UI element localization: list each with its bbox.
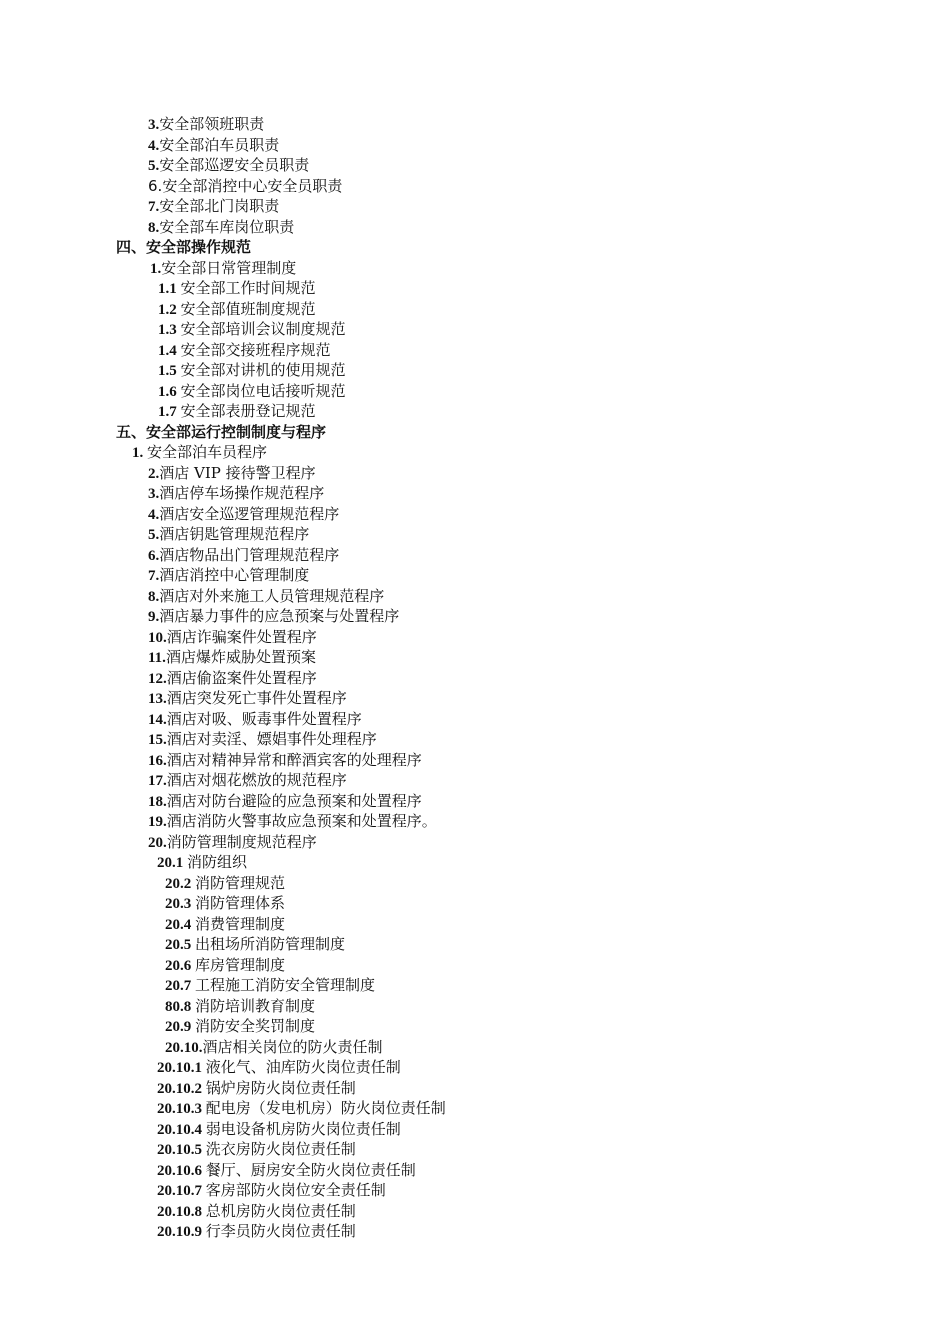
toc-entry-text: 库房管理制度 [195, 955, 286, 974]
toc-entry-text: 锅炉房防火岗位责任制 [205, 1078, 356, 1097]
toc-entry-text: 消防管理制度规范程序 [166, 832, 317, 851]
toc-entry [0, 996, 950, 1017]
toc-entry [0, 1057, 950, 1078]
toc-entry [0, 524, 950, 545]
toc-entry-number: 20.3 [165, 896, 195, 912]
toc-entry-text: 安全部值班制度规范 [180, 299, 316, 318]
toc-entry [0, 893, 950, 914]
toc-entry [0, 1016, 950, 1037]
toc-entry-number: 13. [148, 691, 167, 707]
toc-entry-number: 19. [148, 814, 167, 830]
toc-entry-number: 3. [148, 117, 160, 133]
toc-entry-number: 4. [148, 137, 160, 154]
toc-entry-number: 16. [148, 752, 167, 769]
toc-entry-number: 1.7 [158, 404, 181, 420]
toc-entry [0, 647, 950, 668]
toc-entry [0, 1139, 950, 1160]
toc-entry [0, 1201, 950, 1222]
toc-entry [0, 750, 950, 771]
toc-entry-number: 6. [148, 176, 163, 195]
toc-entry-number: 14. [148, 711, 167, 728]
toc-entry [0, 196, 950, 217]
toc-entry [0, 114, 950, 135]
toc-entry [0, 278, 950, 299]
toc-entry-text: 酒店对精神异常和醉酒宾客的处理程序 [166, 750, 422, 769]
toc-entry [0, 401, 950, 422]
toc-entry-text: 安全部巡逻安全员职责 [159, 156, 310, 174]
toc-entry-number: 12. [148, 670, 167, 687]
toc-entry-text: 消防培训教育制度 [195, 996, 316, 1015]
toc-entry-text: 安全部消控中心安全员职责 [162, 176, 343, 195]
toc-entry-text: 安全部北门岗职责 [159, 197, 280, 215]
toc-entry [0, 1119, 950, 1140]
toc-entry-number: 20.10. [165, 1039, 203, 1056]
toc-entry-number: 20.2 [165, 875, 195, 892]
toc-entry [0, 135, 950, 156]
section-heading-text: 五、安全部运行控制制度与程序 [116, 422, 327, 441]
toc-entry-number: 17. [148, 773, 167, 789]
toc-entry [0, 1037, 950, 1058]
toc-entry [0, 627, 950, 648]
toc-entry-text: 总机房防火岗位责任制 [205, 1201, 356, 1220]
toc-entry [0, 914, 950, 935]
toc-entry [0, 504, 950, 525]
toc-entry-text: 安全部表册登记规范 [180, 402, 316, 420]
toc-entry-text: 工程施工消防安全管理制度 [195, 976, 376, 994]
toc-entry-number: 20.9 [165, 1019, 195, 1035]
toc-entry-text: 酒店偷盗案件处置程序 [166, 668, 317, 687]
toc-entry [0, 1078, 950, 1099]
toc-entry-number: 20.1 [157, 855, 187, 871]
toc-entry-number: 3. [148, 486, 160, 502]
toc-entry [0, 299, 950, 320]
toc-entry-text: 液化气、油库防火岗位责任制 [205, 1058, 401, 1076]
toc-entry [0, 791, 950, 812]
toc-entry-number: 7. [148, 199, 160, 215]
toc-entry [0, 360, 950, 381]
toc-entry [0, 1098, 950, 1119]
toc-entry-text: 安全部车库岗位职责 [159, 217, 295, 236]
toc-entry [0, 1180, 950, 1201]
toc-entry [0, 688, 950, 709]
toc-entry-text: 酒店对防台避险的应急预案和处置程序 [166, 791, 422, 810]
toc-entry-number: 20.10.4 [157, 1121, 206, 1138]
toc-entry-number: 1. [132, 445, 147, 461]
toc-entry-number: 1.1 [158, 281, 181, 297]
toc-entry-number: 4. [148, 506, 160, 523]
toc-entry-text: 安全部对讲机的使用规范 [180, 361, 346, 379]
toc-entry-text: 酒店对外来施工人员管理规范程序 [159, 586, 385, 605]
toc-entry-number: 20.10.9 [157, 1224, 206, 1240]
toc-entry-number: 1.6 [158, 383, 181, 400]
toc-entry-text: 消防管理体系 [195, 894, 286, 912]
toc-entry-number: 1.3 [158, 322, 181, 338]
toc-entry-text: 洗衣房防火岗位责任制 [205, 1140, 356, 1158]
toc-entry-number: 8. [148, 588, 160, 605]
toc-entry-number: 20.10.2 [157, 1080, 206, 1097]
toc-entry-text: 客房部防火岗位安全责任制 [205, 1181, 386, 1199]
toc-entry-text: 配电房（发电机房）防火岗位责任制 [205, 1099, 446, 1117]
toc-entry [0, 873, 950, 894]
toc-entry [0, 832, 950, 853]
toc-entry-number: 15. [148, 732, 167, 748]
section-heading [0, 422, 950, 443]
toc-entry-number: 2. [148, 465, 160, 482]
toc-entry [0, 1221, 950, 1242]
toc-entry-text: 酒店对卖淫、嫖娼事件处理程序 [166, 730, 377, 748]
toc-entry-text: 弱电设备机房防火岗位责任制 [205, 1119, 401, 1138]
toc-entry-text: 酒店钥匙管理规范程序 [159, 525, 310, 543]
toc-entry-number: 11. [148, 650, 166, 666]
toc-entry-number: 20.4 [165, 916, 195, 933]
toc-entry-text: 酒店突发死亡事件处置程序 [166, 689, 347, 707]
toc-entry-text: 酒店消控中心管理制度 [159, 566, 310, 584]
toc-entry [0, 155, 950, 176]
toc-entry [0, 319, 950, 340]
toc-entry-text: 安全部领班职责 [159, 115, 265, 133]
toc-entry [0, 606, 950, 627]
toc-entry-number: 80.8 [165, 998, 195, 1015]
toc-entry-number: 5. [148, 158, 160, 174]
toc-entry-number: 1. [150, 260, 162, 277]
toc-entry-text: 消防组织 [187, 853, 248, 871]
toc-entry [0, 176, 950, 197]
toc-entry-number: 1.4 [158, 342, 181, 359]
toc-entry-text: 安全部工作时间规范 [180, 279, 316, 297]
toc-entry-number: 20.6 [165, 957, 195, 974]
table-of-contents [0, 114, 950, 1242]
toc-entry-number: 20.10.6 [157, 1162, 206, 1179]
toc-entry-text: 消防安全奖罚制度 [195, 1017, 316, 1035]
toc-entry [0, 709, 950, 730]
toc-entry-text: 行李员防火岗位责任制 [205, 1222, 356, 1240]
toc-entry-number: 20.10.3 [157, 1101, 206, 1117]
toc-entry-number: 20.5 [165, 937, 195, 953]
toc-entry-text: 安全部泊车员职责 [159, 135, 280, 154]
toc-entry-text: 安全部培训会议制度规范 [180, 320, 346, 338]
toc-entry [0, 975, 950, 996]
toc-entry-number: 20.10.8 [157, 1203, 206, 1220]
toc-entry-text: 酒店对烟花燃放的规范程序 [166, 771, 347, 789]
toc-entry [0, 729, 950, 750]
toc-entry [0, 463, 950, 484]
toc-entry-text: 酒店相关岗位的防火责任制 [202, 1037, 383, 1056]
toc-entry [0, 770, 950, 791]
toc-entry [0, 955, 950, 976]
toc-entry-number: 6. [148, 547, 160, 564]
toc-entry-text: 酒店停车场操作规范程序 [159, 484, 325, 502]
toc-entry [0, 586, 950, 607]
toc-entry-number: 20. [148, 834, 167, 851]
toc-entry-text: 酒店消防火警事故应急预案和处置程序。 [166, 812, 437, 830]
toc-entry-number: 5. [148, 527, 160, 543]
toc-entry-number: 10. [148, 629, 167, 646]
toc-entry-text: 酒店诈骗案件处置程序 [166, 627, 317, 646]
toc-entry [0, 811, 950, 832]
toc-entry-number: 1.5 [158, 363, 181, 379]
toc-entry-text: 出租场所消防管理制度 [195, 935, 346, 953]
toc-entry-text: 酒店对吸、贩毒事件处置程序 [166, 709, 362, 728]
toc-entry [0, 340, 950, 361]
toc-entry-number: 7. [148, 568, 160, 584]
toc-entry-number: 20.7 [165, 978, 195, 994]
toc-entry [0, 217, 950, 238]
toc-entry-text: 安全部日常管理制度 [161, 258, 297, 277]
toc-entry [0, 258, 950, 279]
toc-entry-text: 酒店爆炸威胁处置预案 [165, 648, 316, 666]
section-heading-text: 四、安全部操作规范 [116, 238, 252, 256]
toc-entry-text: 酒店安全巡逻管理规范程序 [159, 504, 340, 523]
toc-entry-text: 消费管理制度 [195, 914, 286, 933]
toc-entry [0, 1160, 950, 1181]
toc-entry-number: 8. [148, 219, 160, 236]
toc-entry [0, 381, 950, 402]
toc-entry [0, 545, 950, 566]
toc-entry-number: 20.10.1 [157, 1060, 206, 1076]
toc-entry-number: 1.2 [158, 301, 181, 318]
toc-entry [0, 565, 950, 586]
toc-entry [0, 483, 950, 504]
section-heading [0, 237, 950, 258]
toc-entry-text: 酒店 VIP 接待警卫程序 [159, 463, 316, 482]
toc-entry-text: 消防管理规范 [195, 873, 286, 892]
toc-entry-text: 酒店物品出门管理规范程序 [159, 545, 340, 564]
toc-entry-text: 安全部泊车员程序 [147, 443, 268, 461]
toc-entry-number: 20.10.7 [157, 1183, 206, 1199]
toc-entry-number: 9. [148, 609, 160, 625]
toc-entry [0, 442, 950, 463]
toc-entry [0, 668, 950, 689]
toc-entry-number: 20.10.5 [157, 1142, 206, 1158]
toc-entry-text: 酒店暴力事件的应急预案与处置程序 [159, 607, 400, 625]
toc-entry-text: 餐厅、厨房安全防火岗位责任制 [205, 1160, 416, 1179]
toc-entry-text: 安全部岗位电话接听规范 [180, 381, 346, 400]
toc-entry [0, 852, 950, 873]
toc-entry-text: 安全部交接班程序规范 [180, 340, 331, 359]
toc-entry-number: 18. [148, 793, 167, 810]
toc-entry [0, 934, 950, 955]
